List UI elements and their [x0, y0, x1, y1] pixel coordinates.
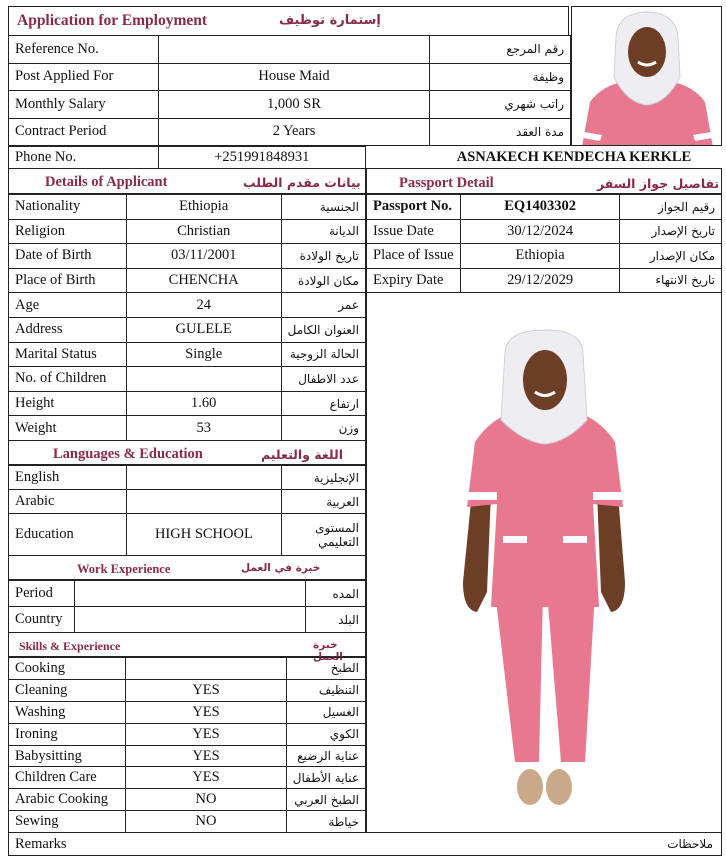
passport-row-label-ar: تاريخ الإصدار	[620, 219, 722, 244]
form-title-ar: إستمارة توظيف	[279, 13, 381, 28]
details-section-header	[8, 168, 366, 194]
passport-row-label: Passport No.	[367, 195, 461, 220]
passport-section-header	[366, 168, 722, 194]
skill-row-label: Washing	[9, 701, 126, 723]
detail-row-label-ar: الحالة الزوجية	[281, 342, 365, 367]
passport-row	[367, 244, 722, 269]
skill-row-label: Babysitting	[9, 745, 126, 767]
info-row-value: 2 Years	[158, 118, 429, 146]
detail-row-value: CHENCHA	[126, 268, 281, 293]
skill-row	[9, 767, 366, 789]
language-row	[9, 514, 366, 556]
languages-table	[8, 465, 366, 556]
skill-row-label-ar: خياطة	[286, 811, 365, 833]
info-row-label-ar: رقم المرجع	[430, 36, 571, 64]
skill-row	[9, 679, 366, 701]
detail-row-value: Ethiopia	[126, 195, 281, 220]
skill-row-value	[126, 658, 287, 680]
remarks-label-ar: ملاحظات	[667, 837, 713, 851]
detail-row	[9, 293, 366, 318]
work-title-ar: خبرة في العمل	[241, 562, 321, 574]
phone-value: +251991848931	[158, 147, 365, 169]
passport-row	[367, 268, 722, 293]
work-row-value	[74, 581, 305, 607]
info-row-label: Contract Period	[9, 118, 159, 146]
detail-row-label: Religion	[9, 219, 127, 244]
detail-row-value: 1.60	[126, 391, 281, 416]
skill-row-label-ar: عناية الأطفال	[286, 767, 365, 789]
passport-row-label-ar: مكان الإصدار	[620, 244, 722, 269]
detail-row	[9, 416, 366, 441]
detail-row	[9, 219, 366, 244]
info-row-value: House Maid	[158, 63, 429, 91]
skill-row	[9, 789, 366, 811]
detail-row-label: Marital Status	[9, 342, 127, 367]
work-row-label-ar: المده	[306, 581, 366, 607]
skill-row	[9, 723, 366, 745]
info-row-label: Post Applied For	[9, 63, 159, 91]
info-row-label-ar: راتب شهري	[430, 91, 571, 119]
detail-row-label: Nationality	[9, 195, 127, 220]
passport-row-label-ar: تاريخ الانتهاء	[620, 268, 722, 293]
form-title-en: Application for Employment	[17, 12, 208, 29]
skills-title-en: Skills & Experience	[19, 639, 121, 653]
passport-row	[367, 219, 722, 244]
skill-row-value: YES	[126, 723, 287, 745]
passport-row-value: EQ1403302	[460, 195, 619, 220]
skill-row-label-ar: الطبخ	[286, 658, 365, 680]
info-row-label-ar: مدة العقد	[430, 118, 571, 146]
detail-row-label-ar: مكان الولادة	[281, 268, 365, 293]
skill-row-label-ar: عناية الرضيع	[286, 745, 365, 767]
detail-row	[9, 391, 366, 416]
applicant-photo-small	[571, 6, 722, 146]
skill-row-value: NO	[126, 811, 287, 833]
phone-table	[8, 146, 366, 169]
languages-section-header	[8, 440, 366, 465]
skill-row	[9, 701, 366, 723]
skill-row-value: YES	[126, 745, 287, 767]
passport-row	[367, 195, 722, 220]
language-row-label: Arabic	[9, 490, 127, 514]
info-row-label-ar: وظيفة	[430, 63, 571, 91]
skill-row	[9, 745, 366, 767]
skill-row-label-ar: الطبخ العربي	[286, 789, 365, 811]
detail-row	[9, 268, 366, 293]
top-info-table	[8, 35, 571, 146]
skill-row-label-ar: التنظيف	[286, 679, 365, 701]
applicant-name: ASNAKECH KENDECHA KERKLE	[456, 149, 692, 165]
detail-row	[9, 195, 366, 220]
skill-row-value: YES	[126, 679, 287, 701]
passport-row-label: Expiry Date	[367, 268, 461, 293]
info-row-label: Reference No.	[9, 36, 159, 64]
skill-row-label-ar: الكوي	[286, 723, 365, 745]
detail-row-label: No. of Children	[9, 367, 127, 392]
skill-row-label: Cleaning	[9, 679, 126, 701]
detail-row-label-ar: عدد الاطفال	[281, 367, 365, 392]
detail-row-label-ar: عمر	[281, 293, 365, 318]
detail-row-value: Christian	[126, 219, 281, 244]
work-row	[9, 607, 366, 633]
applicant-photo-large	[366, 292, 722, 832]
language-row-label-ar: الإنجليزية	[282, 466, 366, 490]
detail-row-label: Place of Birth	[9, 268, 127, 293]
work-row	[9, 581, 366, 607]
skill-row-value: YES	[126, 701, 287, 723]
detail-row-label: Address	[9, 317, 127, 342]
work-row-value	[74, 607, 305, 633]
detail-row-label: Date of Birth	[9, 244, 127, 269]
detail-row	[9, 317, 366, 342]
info-row-value: 1,000 SR	[158, 91, 429, 119]
skill-row-label: Ironing	[9, 723, 126, 745]
skill-row-value: NO	[126, 789, 287, 811]
info-row	[9, 91, 571, 119]
language-row-value	[126, 466, 282, 490]
form-header	[8, 6, 569, 36]
skills-section-header	[8, 632, 366, 663]
skill-row	[9, 658, 366, 680]
skill-row-label: Arabic Cooking	[9, 789, 126, 811]
details-table	[8, 194, 366, 441]
detail-row-value: 03/11/2001	[126, 244, 281, 269]
detail-row-value	[126, 367, 281, 392]
detail-row-label-ar: وزن	[281, 416, 365, 441]
passport-row-label: Issue Date	[367, 219, 461, 244]
details-title-ar: بيانات مقدم الطلب	[243, 175, 361, 190]
skills-title-ar: خبرة العمل	[313, 639, 343, 663]
language-row-label: English	[9, 466, 127, 490]
info-row-value	[158, 36, 429, 64]
detail-row-label-ar: تاريخ الولادة	[281, 244, 365, 269]
language-row-value	[126, 490, 282, 514]
remarks-row	[8, 832, 722, 856]
detail-row-value: GULELE	[126, 317, 281, 342]
passport-row-label-ar: رقيم الجواز	[620, 195, 722, 220]
work-table	[8, 580, 366, 633]
detail-row	[9, 342, 366, 367]
phone-label: Phone No.	[9, 147, 159, 169]
skill-row-value: YES	[126, 767, 287, 789]
detail-row	[9, 244, 366, 269]
passport-row-label: Place of Issue	[367, 244, 461, 269]
skill-row-label: Children Care	[9, 767, 126, 789]
skill-row-label-ar: الغسيل	[286, 701, 365, 723]
skill-row	[9, 811, 366, 833]
detail-row-value: Single	[126, 342, 281, 367]
detail-row-label: Age	[9, 293, 127, 318]
info-row-label: Monthly Salary	[9, 91, 159, 119]
work-row-label-ar: البلد	[306, 607, 366, 633]
language-row	[9, 490, 366, 514]
detail-row-label: Height	[9, 391, 127, 416]
language-row	[9, 466, 366, 490]
skills-table	[8, 657, 366, 833]
remarks-label: Remarks	[15, 836, 67, 852]
work-title-en: Work Experience	[77, 562, 171, 576]
detail-row-label: Weight	[9, 416, 127, 441]
languages-title-ar: اللغة والتعليم	[261, 447, 343, 462]
detail-row-value: 24	[126, 293, 281, 318]
passport-row-value: 30/12/2024	[460, 219, 619, 244]
passport-table	[366, 194, 722, 293]
detail-row-label-ar: الديانة	[281, 219, 365, 244]
skill-row-label: Sewing	[9, 811, 126, 833]
passport-title-ar: تفاصيل جواز السفر	[597, 176, 720, 191]
passport-title-en: Passport Detail	[399, 175, 494, 191]
language-row-value: HIGH SCHOOL	[126, 514, 282, 556]
passport-row-value: 29/12/2029	[460, 268, 619, 293]
passport-row-value: Ethiopia	[460, 244, 619, 269]
info-row	[9, 63, 571, 91]
work-section-header	[8, 555, 366, 580]
detail-row-label-ar: الجنسية	[281, 195, 365, 220]
details-title-en: Details of Applicant	[45, 174, 168, 190]
info-row	[9, 118, 571, 146]
work-row-label: Period	[9, 581, 75, 607]
skill-row-label: Cooking	[9, 658, 126, 680]
detail-row-label-ar: العنوان الكامل	[281, 317, 365, 342]
language-row-label-ar: المستوى التعليمي	[282, 514, 366, 556]
work-row-label: Country	[9, 607, 75, 633]
detail-row	[9, 367, 366, 392]
languages-title-en: Languages & Education	[53, 446, 203, 462]
language-row-label-ar: العربية	[282, 490, 366, 514]
language-row-label: Education	[9, 514, 127, 556]
detail-row-label-ar: ارتفاع	[281, 391, 365, 416]
info-row	[9, 36, 571, 64]
detail-row-value: 53	[126, 416, 281, 441]
